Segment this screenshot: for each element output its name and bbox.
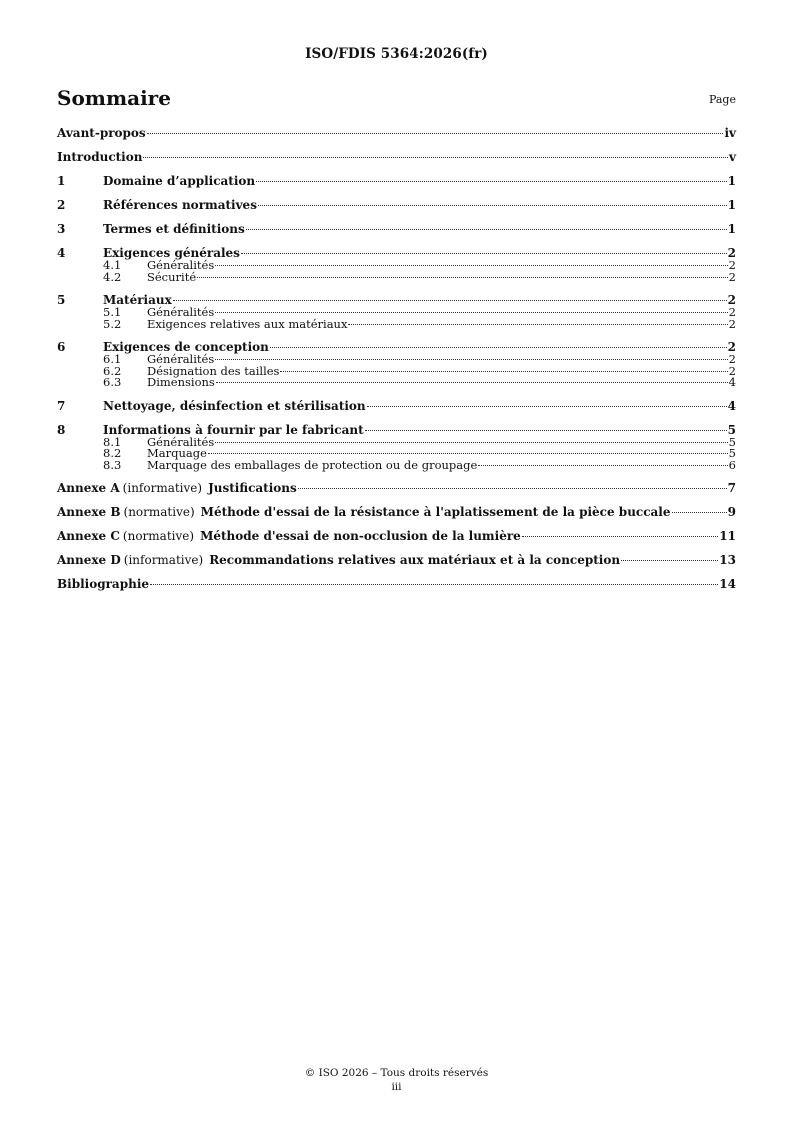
- toc-subentry-title: Généralités: [147, 258, 215, 272]
- dot-leader: [147, 133, 724, 134]
- toc-entry-title: Exigences de conception: [103, 340, 269, 354]
- toc-entry-page: 11: [719, 529, 736, 543]
- dot-leader: [173, 300, 727, 301]
- annex-label: Annexe B: [57, 505, 121, 519]
- document-id: ISO/FDIS 5364:2026(fr): [305, 46, 488, 62]
- toc-subentry-title: Dimensions: [147, 375, 215, 389]
- dot-leader: [215, 265, 727, 266]
- toc-subentry-number: 8.1: [103, 434, 122, 449]
- toc-entry-title: Informations à fournir par le fabricant: [103, 422, 364, 437]
- dot-leader: [478, 465, 727, 466]
- toc-entry-number: 7: [57, 398, 66, 413]
- toc-subentry-page: 5: [728, 434, 736, 449]
- toc-entry-number: 6: [57, 340, 66, 354]
- footer: [0, 1066, 793, 1094]
- toc-subentry-title: Généralités: [147, 352, 215, 366]
- toc-annex-entry[interactable]: [57, 529, 736, 543]
- dot-leader: [197, 277, 728, 278]
- toc-entry-page: 2: [727, 293, 736, 307]
- toc-entry-page: 14: [719, 577, 736, 591]
- toc-entry-title: Recommandations relatives aux matériaux et à la conception: [209, 553, 621, 567]
- toc-entry-page: 2: [727, 246, 736, 260]
- toc-entry-page: 2: [727, 340, 736, 354]
- annex-label: Annexe D: [57, 553, 121, 567]
- annex-label: Annexe A: [57, 481, 120, 495]
- annex-kind: (normative): [122, 529, 195, 543]
- toc-entry-title: Nettoyage, désinfection et stérilisation: [103, 398, 366, 413]
- toc-entry[interactable]: [57, 126, 736, 140]
- toc-entry[interactable]: [57, 399, 736, 413]
- title-row: [57, 86, 736, 112]
- toc-subentry-number: 6.2: [103, 363, 122, 378]
- toc-subentry-number: 5.2: [103, 316, 122, 331]
- annex-kind: (normative): [123, 505, 195, 519]
- toc-subentry-page: 6: [728, 457, 736, 472]
- toc-entry-page: 1: [727, 222, 736, 236]
- toc-subentry-page: 2: [728, 316, 736, 331]
- toc-entry-page: 5: [727, 422, 736, 437]
- toc-subentry[interactable]: [57, 377, 736, 389]
- toc-entry-title: Introduction: [57, 150, 143, 164]
- dot-leader: [672, 512, 727, 513]
- toc-subentry-number: 8.3: [103, 457, 122, 472]
- toc-entry-number: 5: [57, 293, 66, 307]
- toc-entry-number: 8: [57, 422, 66, 437]
- toc-entry[interactable]: [57, 222, 736, 236]
- toc-entry-title: Bibliographie: [57, 577, 150, 591]
- toc-entry-title: Avant-propos: [57, 126, 146, 140]
- toc-annex-entry[interactable]: [57, 553, 736, 567]
- page-number: iii: [391, 1081, 402, 1093]
- toc-subentry-number: 6.1: [103, 352, 122, 366]
- dot-leader: [522, 536, 719, 537]
- toc-entry-page: 4: [727, 398, 736, 413]
- toc-subentry-page: 2: [728, 352, 736, 366]
- toc-entry-number: 3: [57, 222, 66, 236]
- dot-leader: [280, 371, 727, 372]
- toc-subentry-page: 2: [728, 363, 736, 378]
- dot-leader: [215, 359, 727, 360]
- dot-leader: [621, 560, 718, 561]
- toc-entry-title: Domaine d’application: [103, 174, 256, 188]
- toc-subentry-title: Désignation des tailles: [147, 363, 280, 378]
- dot-leader: [241, 253, 727, 254]
- toc-subentry[interactable]: [57, 316, 736, 331]
- toc-subentry-number: 4.2: [103, 269, 122, 284]
- toc-subentry-number: 4.1: [103, 258, 122, 272]
- toc-entry-title: Matériaux: [103, 293, 172, 307]
- dot-leader: [215, 312, 727, 313]
- copyright-notice: © ISO 2026 – Tous droits réservés: [304, 1067, 489, 1079]
- toc-subentry-page: 4: [728, 375, 736, 389]
- toc-entry[interactable]: [57, 577, 736, 591]
- toc-annex-entry[interactable]: [57, 505, 736, 519]
- toc-entry-page: 13: [719, 553, 736, 567]
- dot-leader: [216, 382, 728, 383]
- toc-subentry-page: 2: [728, 258, 736, 272]
- toc-entry-page: 1: [727, 174, 736, 188]
- dot-leader: [150, 584, 718, 585]
- toc-entry[interactable]: [57, 174, 736, 188]
- toc-subentry-number: 5.1: [103, 305, 122, 319]
- dot-leader: [143, 157, 728, 158]
- dot-leader: [367, 406, 727, 407]
- toc-subentry-title: Généralités: [147, 305, 215, 319]
- toc-entry-title: Méthode d'essai de non-occlusion de la lumière: [200, 529, 521, 543]
- toc-subentry-number: 8.2: [103, 446, 122, 460]
- toc-subentry-page: 5: [728, 446, 736, 460]
- toc-subentry-title: Exigences relatives aux matériaux: [147, 316, 348, 331]
- toc-subentry-title: Marquage: [147, 446, 207, 460]
- toc-entry-page: iv: [724, 126, 736, 140]
- toc-subentry-title: Sécurité: [147, 269, 197, 284]
- toc-entry-title: Justifications: [208, 481, 297, 495]
- toc-entry-page: 9: [727, 505, 736, 519]
- dot-leader: [348, 324, 727, 325]
- dot-leader: [215, 442, 727, 443]
- dot-leader: [365, 430, 727, 431]
- toc-subentry-title: Marquage des emballages de protection ou de groupage: [147, 457, 478, 472]
- toc-subentry[interactable]: [57, 457, 736, 472]
- toc-subentry-page: 2: [728, 305, 736, 319]
- toc-entry-title: Méthode d'essai de la résistance à l'aplatissement de la pièce buccale: [200, 505, 671, 519]
- annex-kind: (informative): [122, 481, 203, 495]
- toc-entry-page: 1: [727, 198, 736, 212]
- toc-entry-page: v: [729, 150, 736, 164]
- annex-kind: (informative): [123, 553, 204, 567]
- toc-entry[interactable]: [57, 198, 736, 212]
- toc-subentry[interactable]: [57, 269, 736, 284]
- toc-entry[interactable]: [57, 150, 736, 164]
- table-of-contents: [57, 126, 736, 591]
- toc-entry-page: 7: [727, 481, 736, 495]
- toc-entry-number: 1: [57, 174, 66, 188]
- dot-leader: [258, 205, 727, 206]
- dot-leader: [270, 347, 727, 348]
- toc-entry-number: 4: [57, 246, 66, 260]
- toc-entry-title: Termes et définitions: [103, 222, 245, 236]
- toc-entry-title: Exigences générales: [103, 246, 240, 260]
- page-column-label: Page: [708, 93, 736, 106]
- toc-annex-entry[interactable]: [57, 481, 736, 495]
- dot-leader: [256, 181, 727, 182]
- dot-leader: [208, 453, 728, 454]
- toc-subentry-title: Généralités: [147, 434, 215, 449]
- toc-subentry-number: 6.3: [103, 375, 122, 389]
- toc-entry-number: 2: [57, 198, 66, 212]
- toc-subentry-page: 2: [728, 269, 736, 284]
- dot-leader: [246, 229, 727, 230]
- dot-leader: [298, 488, 727, 489]
- annex-label: Annexe C: [57, 529, 120, 543]
- page-title: Sommaire: [57, 86, 171, 110]
- toc-entry-title: Références normatives: [103, 198, 257, 212]
